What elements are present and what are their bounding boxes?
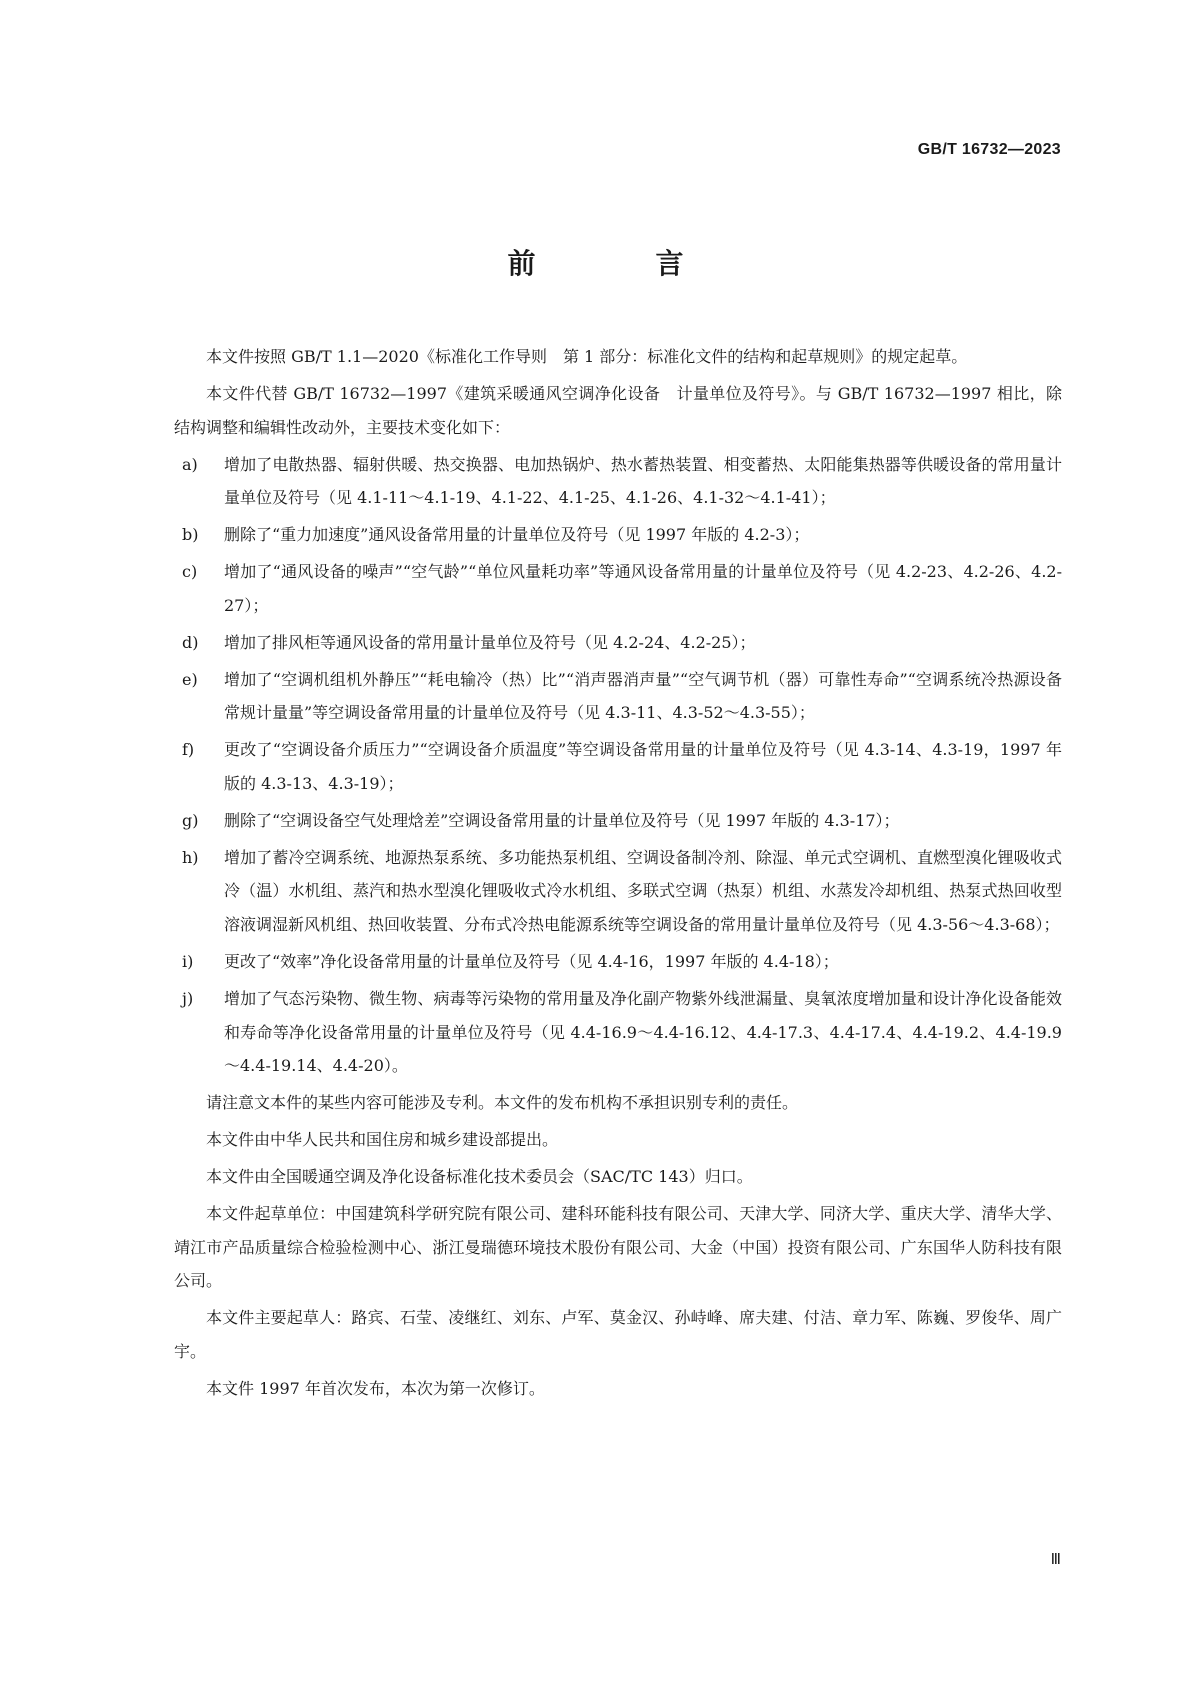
change-item xyxy=(174,733,1062,800)
item-text: 增加了电散热器、辐射供暖、热交换器、电加热锅炉、热水蓄热装置、相变蓄热、太阳能集热器等供暖设备的常用量计量单位及符号（见 4.1-11～4.1-19、4.1-22、4.1-25、4.1-26、4.1-32～4.1-41）； xyxy=(224,454,1062,508)
closing-paragraph: 本文件起草单位：中国建筑科学研究院有限公司、建科环能科技有限公司、天津大学、同济大学、重庆大学、清华大学、靖江市产品质量综合检验检测中心、浙江曼瑞德环境技术股份有限公司、大金（中国）投资有限公司、广东国华人防科技有限公司。 xyxy=(174,1204,1062,1291)
item-marker: a) xyxy=(182,454,198,474)
item-marker: b) xyxy=(182,525,199,545)
intro-paragraph: 本文件代替 GB/T 16732—1997《建筑采暖通风空调净化设备 计量单位及符号》。与 GB/T 16732—1997 相比，除结构调整和编辑性改动外，主要技术变化如下： xyxy=(174,383,1062,437)
item-marker: d) xyxy=(182,632,199,652)
change-item xyxy=(174,982,1062,1083)
item-marker: j) xyxy=(182,988,194,1008)
item-text: 删除了“空调设备空气处理焓差”空调设备常用量的计量单位及符号（见 1997 年版的 4.3-17）； xyxy=(224,810,900,830)
item-marker: f) xyxy=(182,740,195,760)
item-text: 更改了“效率”净化设备常用量的计量单位及符号（见 4.4-16，1997 年版的 4.4-18）； xyxy=(224,952,839,971)
change-item xyxy=(174,945,1062,979)
closing-paragraph: 请注意文本件的某些内容可能涉及专利。本文件的发布机构不承担识别专利的责任。 xyxy=(206,1093,799,1113)
document-code: GB/T 16732—2023 xyxy=(917,141,1061,158)
item-text: 增加了排风柜等通风设备的常用量计量单位及符号（见 4.2-24、4.2-25）； xyxy=(224,632,756,652)
item-marker: g) xyxy=(182,810,199,830)
item-text: 增加了“通风设备的噪声”“空气龄”“单位风量耗功率”等通风设备常用量的计量单位及符号（见 4.2-23、4.2-26、4.2-27）； xyxy=(224,562,1062,615)
change-item xyxy=(174,518,1062,552)
intro-paragraph: 本文件按照 GB/T 1.1—2020《标准化工作导则 第 1 部分：标准化文件的结构和起草规则》的规定起草。 xyxy=(206,347,968,366)
change-item xyxy=(174,804,1062,838)
item-text: 增加了“空调机组机外静压”“耗电输冷（热）比”“消声器消声量”“空气调节机（器）可靠性寿命”“空调系统冷热源设备常规计量量”等空调设备常用量的计量单位及符号（见 4.3-11、4.3-52～4.3-55）； xyxy=(224,669,1062,723)
change-item xyxy=(174,663,1062,730)
closing-paragraph: 本文件由全国暖通空调及净化设备标准化技术委员会（SAC/TC 143）归口。 xyxy=(206,1167,753,1187)
item-marker: h) xyxy=(182,847,199,867)
page-number: Ⅲ xyxy=(1050,1552,1061,1568)
foreword-body xyxy=(174,340,1062,1409)
item-marker: e) xyxy=(182,669,198,689)
change-item xyxy=(174,448,1062,515)
item-text: 删除了“重力加速度”通风设备常用量的计量单位及符号（见 1997 年版的 4.2-3）； xyxy=(224,525,810,545)
change-item xyxy=(174,555,1062,622)
item-marker: i) xyxy=(182,952,194,971)
page-title: 前 言 xyxy=(507,247,730,280)
closing-paragraph: 本文件主要起草人：路宾、石莹、凌继红、刘东、卢军、莫金汉、孙峙峰、席夫建、付洁、章力军、陈巍、罗俊华、周广宇。 xyxy=(174,1308,1062,1361)
change-item xyxy=(174,841,1062,942)
closing-paragraph: 本文件由中华人民共和国住房和城乡建设部提出。 xyxy=(206,1130,559,1150)
closing-paragraph: 本文件 1997 年首次发布，本次为第一次修订。 xyxy=(206,1378,545,1398)
item-text: 更改了“空调设备介质压力”“空调设备介质温度”等空调设备常用量的计量单位及符号（见 4.3-14、4.3-19，1997 年版的 4.3-13、4.3-19）； xyxy=(224,740,1062,793)
item-marker: c) xyxy=(182,562,198,582)
change-item xyxy=(174,626,1062,660)
item-text: 增加了气态污染物、微生物、病毒等污染物的常用量及净化副产物紫外线泄漏量、臭氧浓度增加量和设计净化设备能效和寿命等净化设备常用量的计量单位及符号（见 4.4-16.9～4.4-16.12、4.4-17.3、4.4-17.4、4.4-19.2、4.4-19.9～4.4-19.14、4.4-20）。 xyxy=(224,988,1062,1076)
item-text: 增加了蓄冷空调系统、地源热泵系统、多功能热泵机组、空调设备制冷剂、除湿、单元式空调机、直燃型溴化锂吸收式冷（温）水机组、蒸汽和热水型溴化锂吸收式冷水机组、多联式空调（热泵）机组、水蒸发冷却机组、热泵式热回收型溶液调湿新风机组、热回收装置、分布式冷热电能源系统等空调设备的常用量计量单位及符号（见 4.3-56～4.3-68）； xyxy=(224,847,1062,935)
